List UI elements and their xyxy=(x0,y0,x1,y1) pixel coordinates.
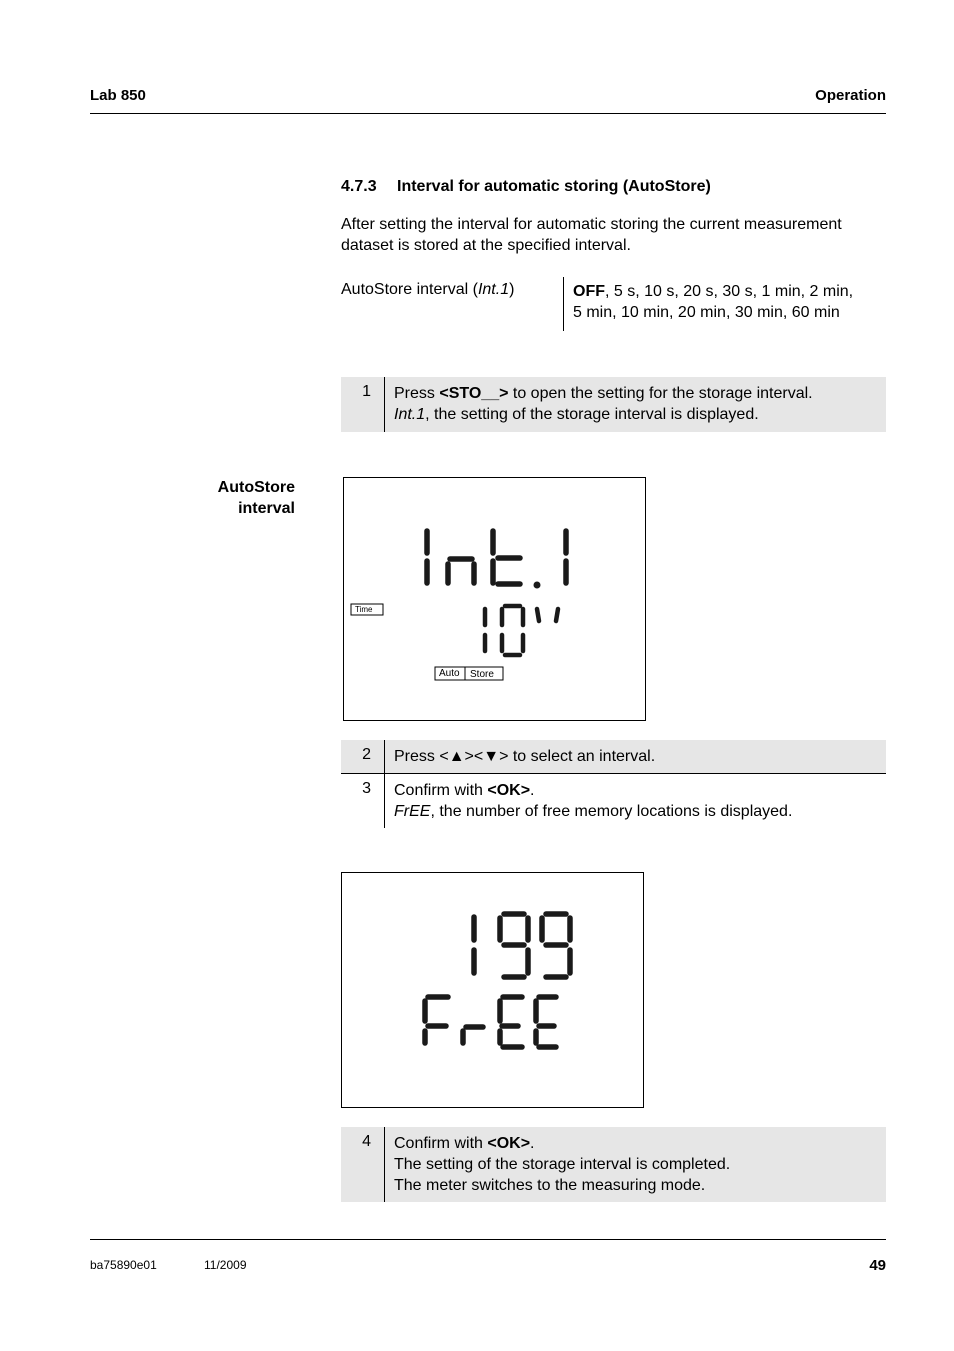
lcd-display-interval xyxy=(343,477,646,721)
footer-date: 11/2009 xyxy=(204,1258,247,1272)
step-text: Press <▲><▼> to select an interval. xyxy=(394,748,656,765)
step-1 xyxy=(341,377,886,432)
step-4 xyxy=(341,1127,886,1202)
footer-rule xyxy=(90,1239,886,1240)
lcd-auto-label: Auto xyxy=(439,668,460,679)
section-title: Interval for automatic storing (AutoStore) xyxy=(397,178,711,195)
step-number: 4 xyxy=(362,1133,371,1150)
step-number: 2 xyxy=(362,746,371,763)
side-label: AutoStore interval xyxy=(217,479,295,517)
lcd-decimal-point xyxy=(534,582,541,589)
intro-paragraph: After setting the interval for automatic storing the current measurement dataset is stored at the specified interval. xyxy=(341,216,842,254)
parameter-values: OFF, 5 s, 10 s, 20 s, 30 s, 1 min, 2 min, 5 min, 10 min, 20 min, 30 min, 60 min xyxy=(573,283,854,321)
section-heading xyxy=(341,178,711,196)
header-chapter: Operation xyxy=(815,87,886,104)
section-number: 4.7.3 xyxy=(341,178,377,195)
step-text: Confirm with <OK>. The setting of the storage interval is completed. The meter switches to the measuring mode. xyxy=(394,1135,731,1194)
lcd-segments xyxy=(344,478,644,719)
parameter-label: AutoStore interval (Int.1) xyxy=(341,281,515,298)
step-number: 1 xyxy=(362,383,371,400)
step-3 xyxy=(341,774,886,828)
down-arrow-icon: ▼ xyxy=(483,748,500,765)
up-arrow-icon: ▲ xyxy=(448,748,465,765)
parameter-separator xyxy=(563,277,564,331)
lcd-segments xyxy=(342,873,642,1106)
lcd-store-label: Store xyxy=(470,669,494,680)
footer-doc-number: ba75890e01 xyxy=(90,1258,157,1272)
step-number: 3 xyxy=(362,780,371,797)
header-rule xyxy=(90,113,886,114)
lcd-display-free xyxy=(341,872,644,1108)
step-text: Press <STO__> to open the setting for the storage interval. Int.1, the setting of the storage interval is displayed. xyxy=(394,385,813,423)
header-doc-title: Lab 850 xyxy=(90,87,146,104)
step-text: Confirm with <OK>. FrEE, the number of free memory locations is displayed. xyxy=(394,782,793,820)
lcd-time-label: Time xyxy=(355,605,373,614)
page-number: 49 xyxy=(869,1257,886,1274)
step-2 xyxy=(341,740,886,773)
